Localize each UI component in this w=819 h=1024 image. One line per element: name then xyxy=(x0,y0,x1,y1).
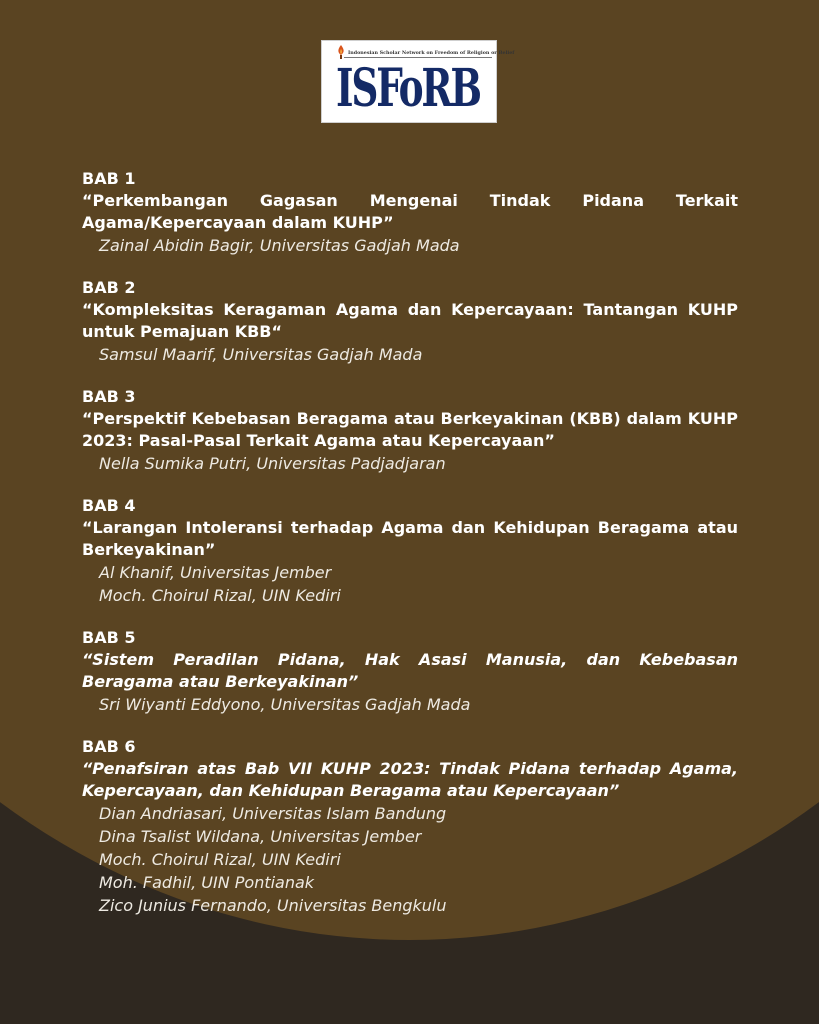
chapter-title: “Sistem Peradilan Pidana, Hak Asasi Manusia, dan Kebebasan Beragama atau Berkeyakinan” xyxy=(82,650,738,691)
chapter-author: Sri Wiyanti Eddyono, Universitas Gadjah Mada xyxy=(99,695,471,714)
chapter-title: “Perkembangan Gagasan Mengenai Tindak Pidana Terkait Agama/Kepercayaan dalam KUHP” xyxy=(82,191,738,232)
chapter-author: Dian Andriasari, Universitas Islam Bandung xyxy=(99,804,447,823)
chapter-author: Zainal Abidin Bagir, Universitas Gadjah Mada xyxy=(99,236,460,255)
chapter-label: BAB 1 xyxy=(82,169,136,188)
chapter-author: Moh. Fadhil, UIN Pontianak xyxy=(99,873,315,892)
chapter-title: “Larangan Intoleransi terhadap Agama dan Kehidupan Beragama atau Berkeyakinan” xyxy=(82,518,738,559)
logo-tagline: Indonesian Scholar Network on Freedom of Religion or Belief xyxy=(348,50,515,56)
logo-wordmark: ISFoRB xyxy=(336,58,480,119)
chapter-title: “Penafsiran atas Bab VII KUHP 2023: Tindak Pidana terhadap Agama, Kepercayaan, dan Kehidupan Beragama atau Kepercayaan” xyxy=(82,759,738,800)
isforb-logo xyxy=(321,40,515,123)
chapter-label: BAB 6 xyxy=(82,737,136,756)
chapter-label: BAB 5 xyxy=(82,628,136,647)
chapter-author: Samsul Maarif, Universitas Gadjah Mada xyxy=(99,345,423,364)
chapter-6 xyxy=(82,736,738,917)
chapter-2 xyxy=(82,277,738,366)
chapter-label: BAB 4 xyxy=(82,496,136,515)
chapter-author: Al Khanif, Universitas Jember xyxy=(99,563,332,582)
chapter-author: Moch. Choirul Rizal, UIN Kediri xyxy=(99,850,341,869)
chapter-author: Nella Sumika Putri, Universitas Padjadjaran xyxy=(99,454,446,473)
chapter-1 xyxy=(82,168,738,257)
chapter-title: “Kompleksitas Keragaman Agama dan Kepercayaan: Tantangan KUHP untuk Pemajuan KBB“ xyxy=(82,300,738,341)
chapter-4 xyxy=(82,495,738,607)
chapter-author: Zico Junius Fernando, Universitas Bengkulu xyxy=(99,896,447,915)
chapter-title: “Perspektif Kebebasan Beragama atau Berkeyakinan (KBB) dalam KUHP 2023: Pasal-Pasal Terkait Agama atau Kepercayaan” xyxy=(82,409,738,450)
chapter-3 xyxy=(82,386,738,475)
chapter-5 xyxy=(82,627,738,716)
chapter-author: Moch. Choirul Rizal, UIN Kediri xyxy=(99,586,341,605)
chapter-author: Dina Tsalist Wildana, Universitas Jember xyxy=(99,827,422,846)
chapter-list xyxy=(82,168,738,937)
chapter-label: BAB 2 xyxy=(82,278,136,297)
chapter-label: BAB 3 xyxy=(82,387,136,406)
